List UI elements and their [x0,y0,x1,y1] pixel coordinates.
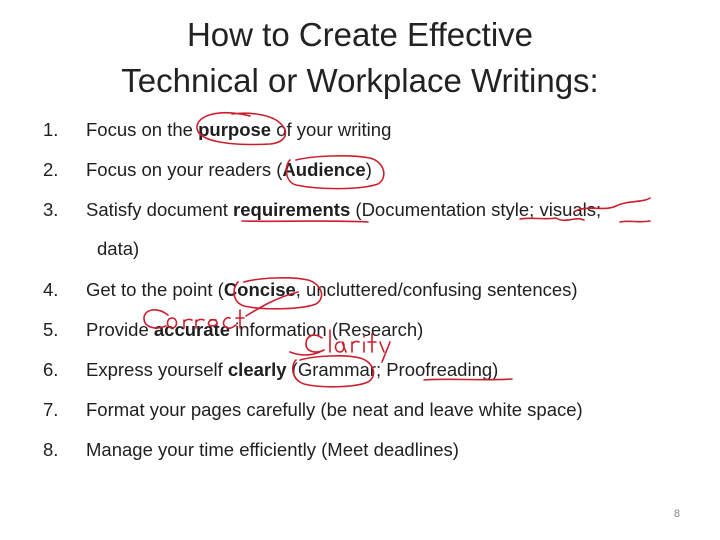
item-text: Satisfy document requirements (Documentation style; visuals; [86,199,602,220]
item-number: 7. [43,399,59,420]
item-number: 1. [43,119,59,140]
item-text: Manage your time efficiently (Meet deadlines) [86,439,459,460]
item-text: Focus on your readers (Audience) [86,159,372,180]
item-number: 4. [43,279,59,300]
item-text: Focus on the purpose of your writing [86,119,392,140]
item-number: 3. [43,199,59,220]
item-text: Get to the point (Concise, uncluttered/confusing sentences) [86,279,578,300]
item-text: Provide accurate information (Research) [86,319,424,340]
item-number: 8. [43,439,59,460]
item-number: 6. [43,359,59,380]
item-text: Format your pages carefully (be neat and leave white space) [86,399,583,420]
page-number: 8 [673,508,680,520]
title-line-2: Technical or Workplace Writings: [121,62,599,99]
item-number: 2. [43,159,59,180]
item-text-continuation: data) [97,238,140,259]
title-line-1: How to Create Effective [186,16,534,53]
item-number: 5. [43,319,59,340]
item-text: Express yourself clearly (Grammar; Proofreading) [86,359,499,380]
